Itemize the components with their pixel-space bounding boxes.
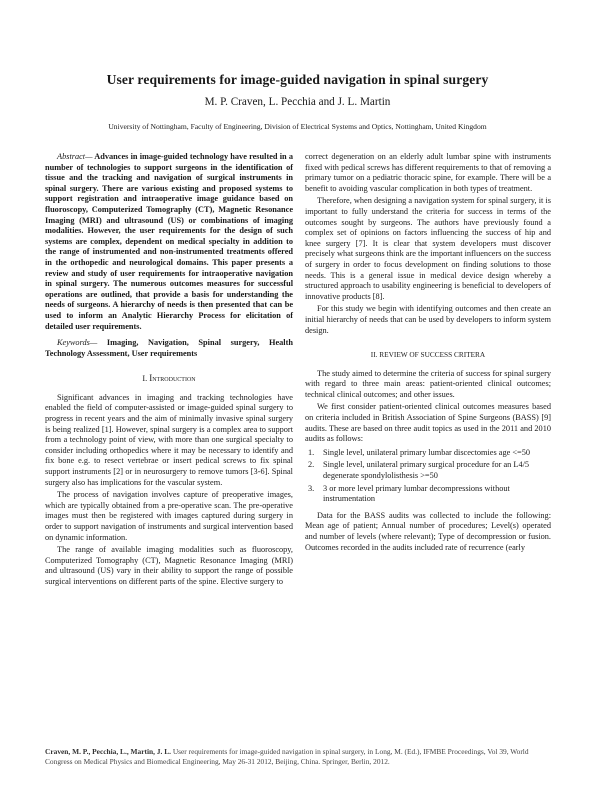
intro-paragraph-1: Significant advances in imaging and tracking technologies have enabled the field of computer-assisted or image-guided spinal surgery to progress in recent years and the aim of minimally invasive spinal surgery is being realized [1]. However, spinal surgery is a complex area to support from a technology point of view, with more than one surgical specialty to consider including orthopedics where it may be necessary to identify and fix bone e.g. to resect vertebrae or insert pedical screws to fix spinal support instruments [2] or in neurosurgery to remove tumors [3-6]. Spinal surgery also has implications for the vascular system. <box>45 392 293 487</box>
right-column <box>305 152 551 553</box>
paper-title: User requirements for image-guided navigation in spinal surgery <box>106 72 489 87</box>
citation-footer <box>45 747 552 766</box>
affiliation: University of Nottingham, Faculty of Engineering, Division of Electrical Systems and Optics, Nottingham, United Kingdom <box>108 122 487 131</box>
list-item-text: Single level, unilateral primary surgical procedure for an L4/5 degenerate spondylolisthesis >=50 <box>323 460 530 481</box>
citation-text: User requirements for image-guided navigation in spinal surgery, in Long, M. (Ed.), IFMBE Proceedings, Vol 39, World Congress on Medical Physics and Biomedical Engineering, May 26-31 2012, Beijing, China. Springer, Berlin, 2012. <box>45 747 529 766</box>
section-title: Introduction <box>149 373 196 384</box>
intro-paragraph-3: The range of available imaging modalities such as fluoroscopy, Computerized Tomography (CT), Magnetic Resonance Imaging (MRI) and ultrasound (US) vary in their ability to support the range of possible surgical interventions on different parts of the spine. Elective surgery to <box>45 545 293 586</box>
list-item <box>305 484 551 505</box>
list-item <box>305 448 551 459</box>
intro-paragraph-4: correct degeneration on an elderly adult lumbar spine with instruments fixed with pedical screws has different requirements to that of removing a primary tumor on a pediatric thoracic spine, for example. There will be a benefit to avoiding vascular complication in both types of treatment. <box>305 152 551 193</box>
list-item-text: Single level, unilateral primary lumbar discectomies age <=50 <box>323 447 531 457</box>
intro-paragraph-2: The process of navigation involves capture of preoperative images, which are typically obtained from a pre-operative scan. The pre-operative images must then be registered with images captured during surgery in order to support navigation of instruments and surgical intervention based on dynamic information. <box>45 490 293 542</box>
review-paragraph-2: We first consider patient-oriented clinical outcomes measures based on criteria included in British Association of Spine Surgeons (BASS) [9] audits. These are based on three audit topics as used in the 2011 and 2010 audits as follows: <box>305 402 551 444</box>
abstract-label: Abstract— <box>57 152 93 161</box>
section-heading-introduction <box>45 373 293 385</box>
review-paragraph-3: Data for the BASS audits was collected to include the following: Mean age of patient; Annual number of procedures; Level(s) operated and number of levels (where relevant); Type of decompression or fusion. Outcomes recorded in the audits included rate of recurrence (early <box>305 510 551 552</box>
keywords <box>45 338 293 359</box>
list-item-number: 3. <box>308 483 315 493</box>
intro-paragraph-6: For this study we begin with identifying outcomes and then create an initial hierarchy of needs that can be used by developers to inform system design. <box>305 304 551 335</box>
abstract <box>45 152 293 332</box>
intro-paragraph-5: Therefore, when designing a navigation system for spinal surgery, it is important to fully understand the criteria for success in terms of the outcomes sought by surgeons. The authors have previously found a complex set of opinions on factors influencing the success of hip and knee surgery [7]. It is clear that system developers must discover precisely what surgeons think are the important influencers on the success of surgery in order to focus development on finding solutions to those needs. This is a general issue in medical device design whereby a structured approach to usability engineering is beneficial to developers of innovative products [8]. <box>305 196 551 301</box>
review-paragraph-1: The study aimed to determine the criteria of success for spinal surgery with regard to three main areas: patient-oriented clinical outcomes; technical clinical outcomes; and other issues. <box>305 368 551 399</box>
list-item-number: 2. <box>308 460 315 470</box>
list-item-text: 3 or more level primary lumbar decompressions without instrumentation <box>323 483 510 504</box>
section-heading-review: II. REVIEW OF SUCCESS CRITERA <box>370 350 486 360</box>
citation-authors: Craven, M. P., Pecchia, L., Martin, J. L. <box>45 747 171 756</box>
audit-topic-list <box>305 448 551 505</box>
keywords-label: Keywords— <box>57 338 98 348</box>
left-column <box>45 152 293 588</box>
abstract-text: Advances in image-guided technology have resulted in a number of technologies to support surgeons in the identification of tissue and the tracking and navigation of surgical instruments in spinal surgery. There are various existing and proposed systems to support registration and intraoperative image guidance based on fluoroscopy, Computerized Tomography (CT), Magnetic Resonance Imaging (MRI) and ultrasound (US) or combinations of imaging modalities. However, the user requirements for the design of such systems are complex, dependent on medical specialty in addition to the range of instrumented and non-instrumented treatments offered in the orthopedic and neurological domains. This paper presents a review and study of user requirements for intraoperative navigation in spinal surgery. The numerous outcomes measures for successful operations are outlined, that provide a basis for understanding the needs of surgeons. A hierarchy of needs is then presented that can be used to inform an Analytic Hierarchy Process for elicitation of detailed user requirements. <box>45 152 293 331</box>
keywords-text: Imaging, Navigation, Spinal surgery, Health Technology Assessment, User requirements <box>45 338 293 358</box>
list-item <box>305 460 551 481</box>
list-item-number: 1. <box>308 447 315 457</box>
section-number: I. <box>142 374 150 384</box>
author-list: M. P. Craven, L. Pecchia and J. L. Martin <box>204 96 391 108</box>
